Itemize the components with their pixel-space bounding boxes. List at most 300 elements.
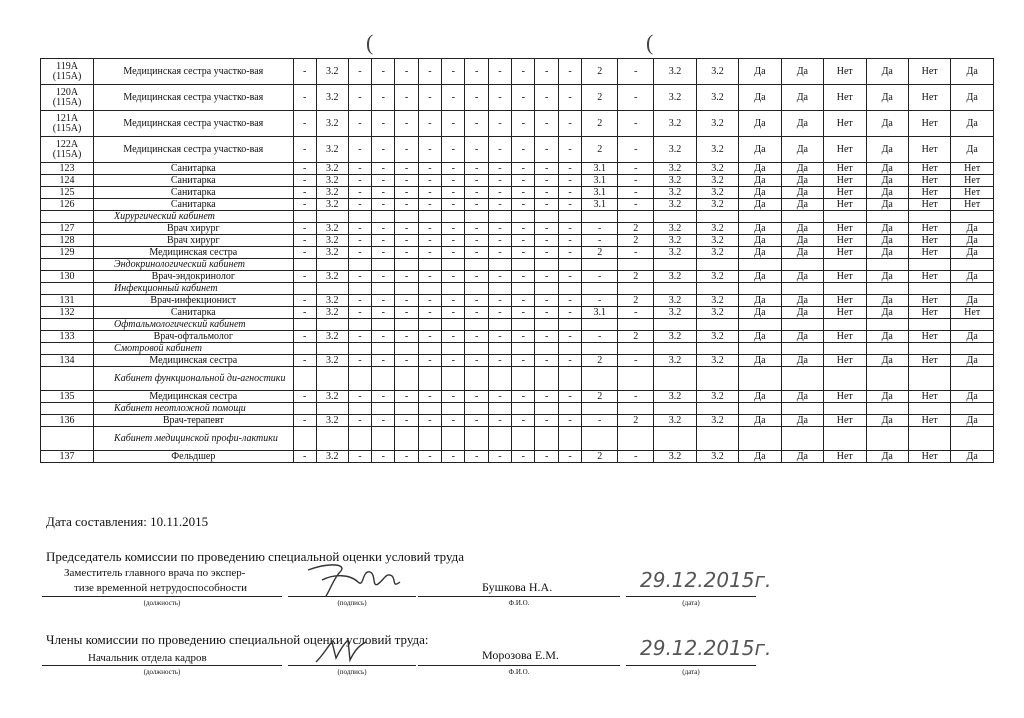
- value-cell: Да: [866, 85, 908, 111]
- value-cell: -: [418, 85, 441, 111]
- value-cell: -: [293, 223, 316, 235]
- value-cell: 3.2: [696, 163, 738, 175]
- value-cell: Нет: [908, 235, 950, 247]
- empty-cell: [372, 427, 395, 451]
- value-cell: Да: [866, 137, 908, 163]
- value-cell: -: [512, 307, 535, 319]
- value-cell: -: [512, 163, 535, 175]
- value-cell: 3.2: [316, 415, 348, 427]
- value-cell: Нет: [824, 331, 866, 343]
- value-cell: Да: [866, 59, 908, 85]
- value-cell: 3.2: [696, 59, 738, 85]
- empty-cell: [696, 259, 738, 271]
- empty-cell: [512, 283, 535, 295]
- value-cell: Нет: [824, 295, 866, 307]
- value-cell: -: [488, 415, 511, 427]
- position-name: Санитарка: [94, 175, 294, 187]
- empty-cell: [781, 211, 823, 223]
- section-row: [41, 343, 994, 355]
- value-cell: Да: [781, 137, 823, 163]
- value-cell: 3.1: [582, 163, 618, 175]
- value-cell: -: [372, 247, 395, 259]
- value-cell: -: [442, 137, 465, 163]
- assessment-table: [40, 58, 994, 463]
- value-cell: -: [348, 451, 371, 463]
- empty-cell: [488, 343, 511, 355]
- value-cell: -: [465, 187, 488, 199]
- section-title: Кабинет неотложной помощи: [94, 403, 294, 415]
- value-cell: -: [293, 111, 316, 137]
- value-cell: -: [293, 235, 316, 247]
- position-name: Санитарка: [94, 163, 294, 175]
- value-cell: -: [418, 415, 441, 427]
- empty-cell: [866, 259, 908, 271]
- value-cell: -: [488, 175, 511, 187]
- empty-cell: [535, 343, 558, 355]
- chair-date-line: [626, 596, 756, 597]
- table-row: [41, 451, 994, 463]
- value-cell: -: [418, 175, 441, 187]
- section-title: Смотровой кабинет: [94, 343, 294, 355]
- row-number: 124: [41, 175, 94, 187]
- value-cell: -: [512, 137, 535, 163]
- value-cell: -: [418, 223, 441, 235]
- value-cell: Нет: [824, 391, 866, 403]
- value-cell: -: [418, 391, 441, 403]
- value-cell: -: [348, 295, 371, 307]
- empty-cell: [293, 211, 316, 223]
- value-cell: 3.2: [696, 355, 738, 367]
- position-name: Медицинская сестра участко-вая: [94, 111, 294, 137]
- empty-cell: [348, 367, 371, 391]
- value-cell: -: [582, 415, 618, 427]
- value-cell: -: [488, 85, 511, 111]
- table-row: [41, 175, 994, 187]
- value-cell: 3.2: [654, 163, 696, 175]
- value-cell: -: [418, 59, 441, 85]
- value-cell: -: [442, 247, 465, 259]
- empty-cell: [781, 319, 823, 331]
- value-cell: Нет: [824, 355, 866, 367]
- empty-cell: [293, 283, 316, 295]
- value-cell: 2: [582, 111, 618, 137]
- value-cell: -: [535, 199, 558, 211]
- empty-cell: [316, 259, 348, 271]
- value-cell: Нет: [908, 175, 950, 187]
- value-cell: -: [488, 137, 511, 163]
- chair-date: 29.12.2015г.: [640, 568, 772, 592]
- value-cell: -: [395, 295, 418, 307]
- value-cell: -: [558, 199, 581, 211]
- value-cell: -: [418, 307, 441, 319]
- value-cell: -: [348, 247, 371, 259]
- value-cell: 2: [618, 415, 654, 427]
- value-cell: -: [442, 271, 465, 283]
- value-cell: 3.2: [696, 137, 738, 163]
- value-cell: Да: [951, 85, 994, 111]
- value-cell: 3.2: [696, 391, 738, 403]
- value-cell: -: [418, 235, 441, 247]
- value-cell: Да: [951, 111, 994, 137]
- value-cell: -: [442, 85, 465, 111]
- value-cell: 3.2: [654, 391, 696, 403]
- stamp-mark: (: [646, 30, 654, 55]
- value-cell: Да: [739, 199, 781, 211]
- value-cell: -: [512, 451, 535, 463]
- empty-cell: [781, 283, 823, 295]
- empty-cell: [781, 259, 823, 271]
- value-cell: Нет: [824, 187, 866, 199]
- value-cell: -: [488, 295, 511, 307]
- empty-cell: [558, 283, 581, 295]
- value-cell: -: [465, 355, 488, 367]
- empty-cell: [535, 319, 558, 331]
- value-cell: Нет: [908, 391, 950, 403]
- value-cell: -: [512, 295, 535, 307]
- empty-cell: [442, 343, 465, 355]
- row-number: 133: [41, 331, 94, 343]
- value-cell: -: [395, 415, 418, 427]
- row-number: 126: [41, 199, 94, 211]
- value-cell: -: [512, 199, 535, 211]
- value-cell: 3.1: [582, 199, 618, 211]
- table-row: [41, 247, 994, 259]
- value-cell: -: [465, 163, 488, 175]
- section-title: Кабинет функциональной ди-агностики: [94, 367, 294, 391]
- value-cell: 3.2: [316, 355, 348, 367]
- value-cell: 3.2: [654, 295, 696, 307]
- value-cell: 3.1: [582, 307, 618, 319]
- empty-cell: [348, 403, 371, 415]
- value-cell: 3.2: [316, 199, 348, 211]
- empty-cell: [293, 319, 316, 331]
- value-cell: -: [558, 295, 581, 307]
- empty-cell: [866, 211, 908, 223]
- value-cell: Да: [739, 415, 781, 427]
- table-row: [41, 223, 994, 235]
- value-cell: -: [442, 391, 465, 403]
- value-cell: Да: [951, 59, 994, 85]
- chair-fio-line: [418, 596, 620, 597]
- empty-cell: [535, 283, 558, 295]
- chair-position-1: Заместитель главного врача по экспер-: [64, 567, 246, 579]
- value-cell: Да: [781, 199, 823, 211]
- value-cell: -: [348, 271, 371, 283]
- value-cell: 3.2: [696, 295, 738, 307]
- empty-cell: [512, 343, 535, 355]
- value-cell: Да: [951, 271, 994, 283]
- value-cell: 3.2: [696, 187, 738, 199]
- row-number: 119А (115А): [41, 59, 94, 85]
- empty-cell: [316, 427, 348, 451]
- section-row: [41, 211, 994, 223]
- value-cell: 2: [582, 355, 618, 367]
- chair-position-line: [42, 596, 282, 597]
- value-cell: -: [372, 295, 395, 307]
- value-cell: -: [395, 451, 418, 463]
- value-cell: 3.2: [696, 271, 738, 283]
- value-cell: Да: [951, 355, 994, 367]
- empty-cell: [316, 319, 348, 331]
- value-cell: 3.2: [316, 451, 348, 463]
- value-cell: -: [618, 111, 654, 137]
- value-cell: -: [395, 137, 418, 163]
- empty-cell: [442, 403, 465, 415]
- value-cell: 3.2: [654, 235, 696, 247]
- value-cell: -: [372, 111, 395, 137]
- empty-cell: [654, 283, 696, 295]
- value-cell: -: [512, 59, 535, 85]
- empty-cell: [442, 259, 465, 271]
- value-cell: Да: [866, 111, 908, 137]
- row-number: 128: [41, 235, 94, 247]
- empty-cell: [582, 343, 618, 355]
- value-cell: -: [395, 331, 418, 343]
- value-cell: -: [512, 85, 535, 111]
- member-position-line: [42, 665, 282, 666]
- empty-cell: [654, 259, 696, 271]
- value-cell: Да: [781, 451, 823, 463]
- empty-cell: [293, 427, 316, 451]
- value-cell: -: [442, 295, 465, 307]
- section-num-cell: [41, 403, 94, 415]
- chair-date-caption: (дата): [682, 599, 700, 607]
- value-cell: 3.2: [654, 223, 696, 235]
- empty-cell: [582, 319, 618, 331]
- value-cell: -: [465, 175, 488, 187]
- value-cell: -: [535, 295, 558, 307]
- value-cell: -: [395, 391, 418, 403]
- value-cell: -: [535, 137, 558, 163]
- value-cell: -: [372, 271, 395, 283]
- empty-cell: [739, 319, 781, 331]
- value-cell: Да: [781, 111, 823, 137]
- value-cell: Да: [739, 331, 781, 343]
- value-cell: 3.2: [696, 451, 738, 463]
- empty-cell: [781, 343, 823, 355]
- value-cell: -: [465, 59, 488, 85]
- empty-cell: [316, 211, 348, 223]
- value-cell: Да: [951, 391, 994, 403]
- value-cell: -: [442, 223, 465, 235]
- value-cell: 3.2: [696, 331, 738, 343]
- value-cell: -: [348, 415, 371, 427]
- value-cell: Да: [951, 415, 994, 427]
- section-row: [41, 367, 994, 391]
- empty-cell: [582, 211, 618, 223]
- value-cell: -: [465, 391, 488, 403]
- empty-cell: [348, 319, 371, 331]
- value-cell: -: [465, 235, 488, 247]
- empty-cell: [348, 343, 371, 355]
- value-cell: Нет: [951, 187, 994, 199]
- value-cell: 3.2: [316, 271, 348, 283]
- value-cell: -: [293, 199, 316, 211]
- value-cell: -: [372, 331, 395, 343]
- empty-cell: [824, 403, 866, 415]
- position-name: Медицинская сестра: [94, 391, 294, 403]
- value-cell: -: [488, 355, 511, 367]
- empty-cell: [418, 319, 441, 331]
- member-fio-line: [418, 665, 620, 666]
- value-cell: Да: [781, 331, 823, 343]
- value-cell: Нет: [824, 307, 866, 319]
- members-heading: Члены комиссии по проведению специальной оценки условий труда:: [46, 632, 429, 647]
- value-cell: -: [372, 223, 395, 235]
- empty-cell: [372, 343, 395, 355]
- chair-fio: Бушкова Н.А.: [482, 580, 553, 594]
- value-cell: -: [442, 111, 465, 137]
- value-cell: 2: [582, 391, 618, 403]
- value-cell: -: [488, 59, 511, 85]
- row-number: 122А (115А): [41, 137, 94, 163]
- value-cell: 2: [582, 247, 618, 259]
- empty-cell: [618, 427, 654, 451]
- value-cell: -: [558, 235, 581, 247]
- row-number: 123: [41, 163, 94, 175]
- value-cell: Да: [739, 355, 781, 367]
- value-cell: 3.2: [316, 331, 348, 343]
- chair-signature: [300, 560, 410, 600]
- position-name: Медицинская сестра участко-вая: [94, 137, 294, 163]
- value-cell: -: [348, 85, 371, 111]
- position-name: Медицинская сестра участко-вая: [94, 59, 294, 85]
- value-cell: Нет: [908, 163, 950, 175]
- value-cell: -: [418, 199, 441, 211]
- value-cell: 2: [582, 451, 618, 463]
- empty-cell: [293, 343, 316, 355]
- empty-cell: [488, 319, 511, 331]
- value-cell: 3.1: [582, 175, 618, 187]
- empty-cell: [654, 427, 696, 451]
- empty-cell: [696, 283, 738, 295]
- empty-cell: [395, 367, 418, 391]
- value-cell: -: [418, 163, 441, 175]
- table-row: [41, 111, 994, 137]
- value-cell: Да: [781, 235, 823, 247]
- member-date-line: [626, 665, 756, 666]
- member-position: Начальник отдела кадров: [88, 652, 207, 664]
- table-row: [41, 199, 994, 211]
- value-cell: -: [293, 271, 316, 283]
- empty-cell: [372, 259, 395, 271]
- value-cell: -: [418, 247, 441, 259]
- member-fio: Морозова Е.М.: [482, 648, 559, 662]
- section-row: [41, 259, 994, 271]
- value-cell: 3.2: [316, 111, 348, 137]
- value-cell: Нет: [824, 235, 866, 247]
- empty-cell: [372, 367, 395, 391]
- value-cell: Да: [866, 163, 908, 175]
- value-cell: -: [395, 235, 418, 247]
- empty-cell: [442, 211, 465, 223]
- empty-cell: [348, 427, 371, 451]
- empty-cell: [781, 403, 823, 415]
- value-cell: 3.2: [654, 415, 696, 427]
- value-cell: Нет: [824, 111, 866, 137]
- empty-cell: [654, 211, 696, 223]
- value-cell: -: [395, 223, 418, 235]
- value-cell: -: [372, 163, 395, 175]
- value-cell: Нет: [908, 247, 950, 259]
- value-cell: Да: [739, 137, 781, 163]
- value-cell: Да: [866, 235, 908, 247]
- empty-cell: [418, 343, 441, 355]
- empty-cell: [866, 403, 908, 415]
- value-cell: Нет: [824, 247, 866, 259]
- value-cell: Нет: [908, 331, 950, 343]
- value-cell: -: [293, 163, 316, 175]
- section-num-cell: [41, 283, 94, 295]
- value-cell: Да: [781, 355, 823, 367]
- value-cell: -: [488, 451, 511, 463]
- value-cell: -: [618, 175, 654, 187]
- empty-cell: [908, 319, 950, 331]
- empty-cell: [654, 343, 696, 355]
- value-cell: -: [372, 451, 395, 463]
- value-cell: Нет: [824, 59, 866, 85]
- value-cell: -: [442, 59, 465, 85]
- empty-cell: [293, 403, 316, 415]
- value-cell: -: [512, 355, 535, 367]
- value-cell: -: [465, 247, 488, 259]
- empty-cell: [582, 403, 618, 415]
- empty-cell: [465, 283, 488, 295]
- value-cell: 2: [618, 295, 654, 307]
- value-cell: -: [558, 451, 581, 463]
- value-cell: 3.2: [316, 235, 348, 247]
- value-cell: Да: [781, 163, 823, 175]
- empty-cell: [696, 367, 738, 391]
- empty-cell: [618, 259, 654, 271]
- value-cell: Да: [951, 331, 994, 343]
- empty-cell: [824, 319, 866, 331]
- value-cell: Да: [781, 175, 823, 187]
- value-cell: Да: [739, 175, 781, 187]
- empty-cell: [372, 403, 395, 415]
- value-cell: -: [618, 247, 654, 259]
- value-cell: -: [618, 163, 654, 175]
- value-cell: -: [442, 331, 465, 343]
- empty-cell: [696, 343, 738, 355]
- value-cell: 3.2: [654, 199, 696, 211]
- value-cell: Нет: [908, 295, 950, 307]
- value-cell: -: [418, 331, 441, 343]
- value-cell: -: [293, 331, 316, 343]
- empty-cell: [395, 259, 418, 271]
- empty-cell: [465, 259, 488, 271]
- empty-cell: [908, 403, 950, 415]
- value-cell: -: [558, 111, 581, 137]
- value-cell: -: [465, 111, 488, 137]
- empty-cell: [824, 259, 866, 271]
- value-cell: 3.2: [654, 85, 696, 111]
- value-cell: -: [348, 175, 371, 187]
- value-cell: -: [558, 223, 581, 235]
- value-cell: 3.2: [654, 331, 696, 343]
- value-cell: -: [372, 59, 395, 85]
- table-row: [41, 415, 994, 427]
- empty-cell: [372, 211, 395, 223]
- value-cell: -: [465, 307, 488, 319]
- value-cell: Нет: [908, 111, 950, 137]
- value-cell: -: [348, 187, 371, 199]
- empty-cell: [535, 427, 558, 451]
- empty-cell: [465, 211, 488, 223]
- value-cell: -: [293, 307, 316, 319]
- value-cell: -: [582, 295, 618, 307]
- empty-cell: [739, 427, 781, 451]
